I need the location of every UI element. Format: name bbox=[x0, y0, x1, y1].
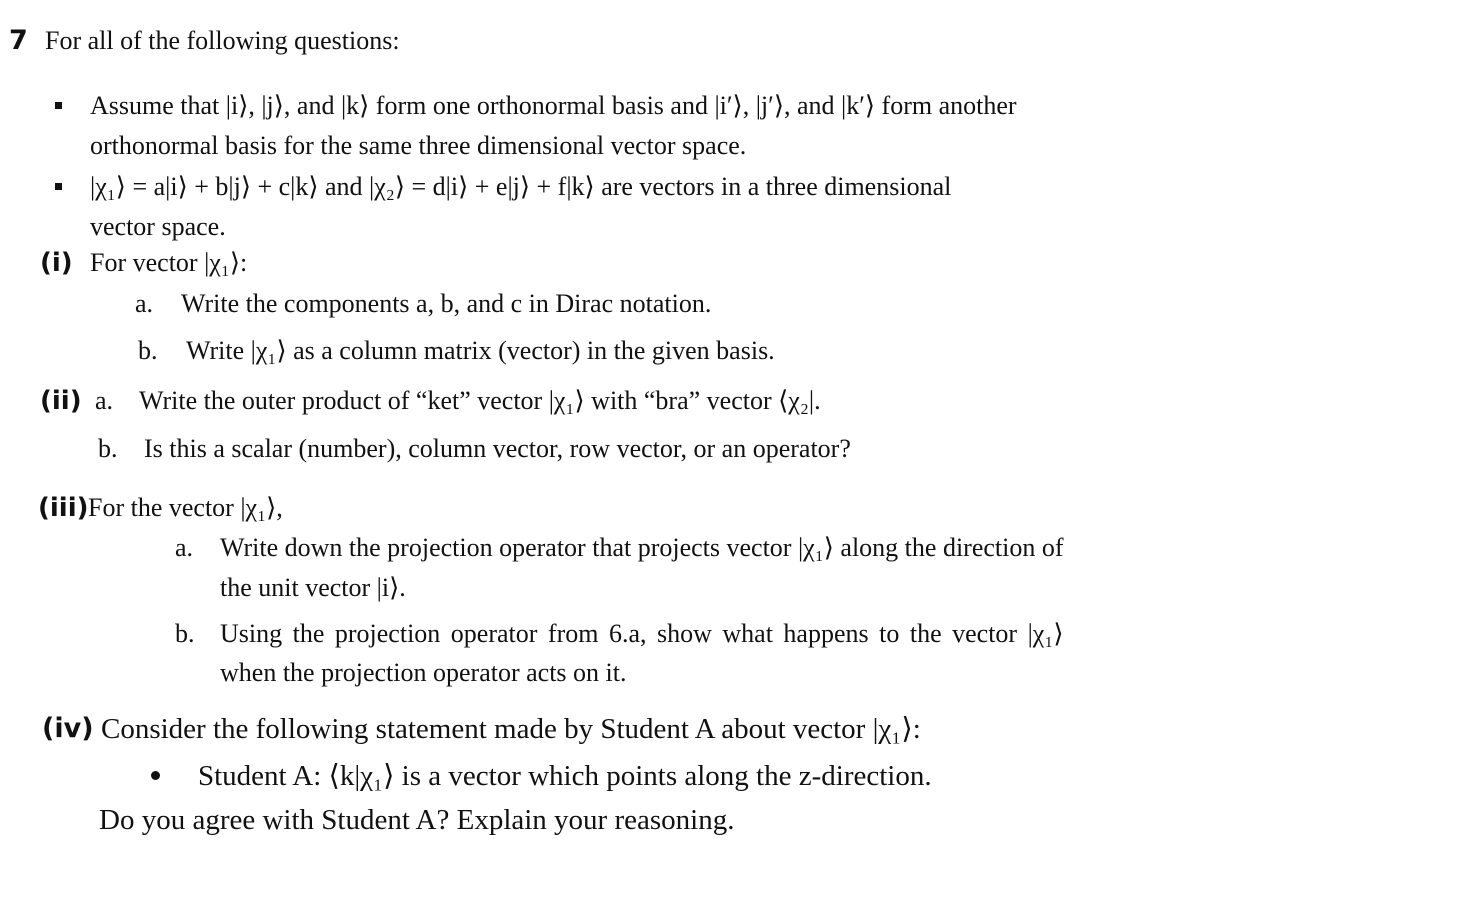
part-i-label: (i) bbox=[40, 248, 73, 278]
assumption-2-line-1: |χ₁⟩ = a|i⟩ + b|j⟩ + c|k⟩ and |χ₂⟩ = d|i⟩ + e|j⟩ + f|k⟩ are vectors in a three dimensional bbox=[90, 172, 952, 201]
part-iii-a-line-1: Write down the projection operator that projects vector |χ₁⟩ along the direction of bbox=[220, 533, 1064, 562]
assumption-1-line-2: orthonormal basis for the same three dimensional vector space. bbox=[90, 131, 747, 160]
square-bullet-icon bbox=[55, 183, 62, 190]
part-i-b-text: Write |χ₁⟩ as a column matrix (vector) in the given basis. bbox=[186, 336, 775, 365]
part-ii-b-text: Is this a scalar (number), column vector, row vector, or an operator? bbox=[144, 434, 851, 463]
part-iii-b-label: b. bbox=[175, 619, 195, 648]
part-ii-a-label: a. bbox=[95, 386, 114, 415]
question-heading: For all of the following questions: bbox=[45, 26, 400, 55]
round-bullet-icon bbox=[151, 771, 160, 780]
part-iii-intro: For the vector |χ₁⟩, bbox=[88, 493, 283, 522]
square-bullet-icon bbox=[55, 102, 62, 109]
part-i-a-text: Write the components a, b, and c in Dirac notation. bbox=[181, 289, 712, 318]
assumption-1-line-1: Assume that |i⟩, |j⟩, and |k⟩ form one orthonormal basis and |i′⟩, |j′⟩, and |k′⟩ form another bbox=[90, 91, 1017, 120]
part-iii-b-line-1: Using the projection operator from 6.a, show what happens to the vector |χ₁⟩ bbox=[220, 619, 1064, 648]
part-i-a-label: a. bbox=[135, 289, 154, 318]
part-iii-a-label: a. bbox=[175, 533, 194, 562]
part-iv-label: (iv) bbox=[42, 713, 94, 744]
part-iv-intro: Consider the following statement made by Student A about vector |χ₁⟩: bbox=[101, 713, 921, 745]
part-i-intro: For vector |χ₁⟩: bbox=[90, 248, 248, 277]
part-i-b-label: b. bbox=[138, 336, 158, 365]
part-iv-statement: Student A: ⟨k|χ₁⟩ is a vector which points along the z-direction. bbox=[198, 760, 932, 792]
part-iii-a-line-2: the unit vector |i⟩. bbox=[220, 573, 406, 602]
part-ii-a-text: Write the outer product of “ket” vector |χ₁⟩ with “bra” vector ⟨χ₂|. bbox=[139, 386, 821, 415]
part-ii-b-label: b. bbox=[98, 434, 118, 463]
part-iv-closing: Do you agree with Student A? Explain your reasoning. bbox=[99, 804, 735, 836]
question-number: 7 bbox=[9, 25, 28, 56]
assumption-2-line-2: vector space. bbox=[90, 212, 226, 241]
part-iii-b-line-2: when the projection operator acts on it. bbox=[220, 658, 627, 687]
part-iii-label: (iii) bbox=[38, 493, 89, 523]
part-ii-label: (ii) bbox=[40, 386, 82, 416]
